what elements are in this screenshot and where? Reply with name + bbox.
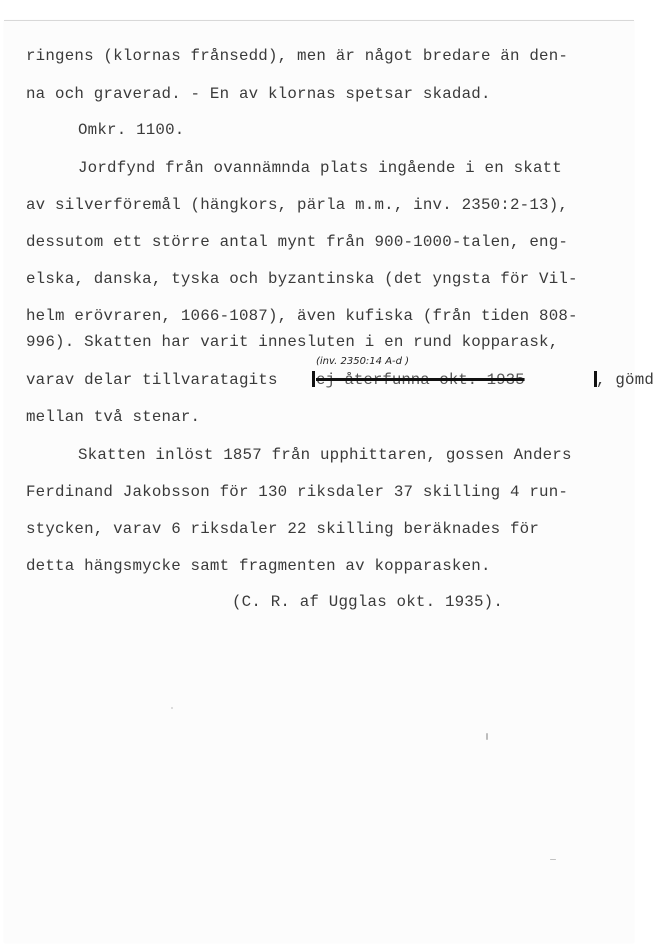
text-line-5: av silverföremål (hängkors, pärla m.m., inv. 2350:2-13),	[26, 196, 569, 214]
signature-line: (C. R. af Ugglas okt. 1935).	[232, 593, 504, 611]
paper-speck	[486, 733, 488, 740]
text-line-1: ringens (klornas frånsedd), men är något bredare än den-	[26, 47, 569, 65]
text-line-13: Ferdinand Jakobsson för 130 riksdaler 37 skilling 4 run-	[26, 483, 569, 501]
handwritten-inventory-note: (inv. 2350:14 A-d )	[316, 356, 410, 367]
struck-through-text: ej återfunna okt. 1935	[316, 371, 525, 389]
text-line-12: Skatten inlöst 1857 från upphittaren, gossen Anders	[78, 446, 572, 464]
text-line-10-end: , gömd	[596, 371, 654, 389]
text-line-4: Jordfynd från ovannämnda plats ingående i en skatt	[78, 159, 562, 177]
text-line-2: na och graverad. - En av klornas spetsar skadad.	[26, 85, 491, 103]
text-line-9: 996). Skatten har varit innesluten i en rund kopparask,	[26, 333, 559, 351]
paper-speck	[550, 859, 556, 860]
text-line-14: stycken, varav 6 riksdaler 22 skilling beräknades för	[26, 520, 540, 538]
paper-speck	[171, 707, 173, 709]
correction-bracket-left	[312, 371, 315, 387]
text-line-10: varav delar tillvaratagits	[26, 371, 278, 389]
text-line-15: detta hängsmycke samt fragmenten av kopparasken.	[26, 557, 491, 575]
text-line-6: dessutom ett större antal mynt från 900-1000-talen, eng-	[26, 233, 569, 251]
document-page	[4, 20, 654, 943]
text-line-7: elska, danska, tyska och byzantinska (det yngsta för Vil-	[26, 270, 578, 288]
text-line-3: Omkr. 1100.	[78, 121, 185, 139]
text-line-8: helm erövraren, 1066-1087), även kufiska (från tiden 808-	[26, 307, 578, 325]
text-line-11: mellan två stenar.	[26, 408, 201, 426]
